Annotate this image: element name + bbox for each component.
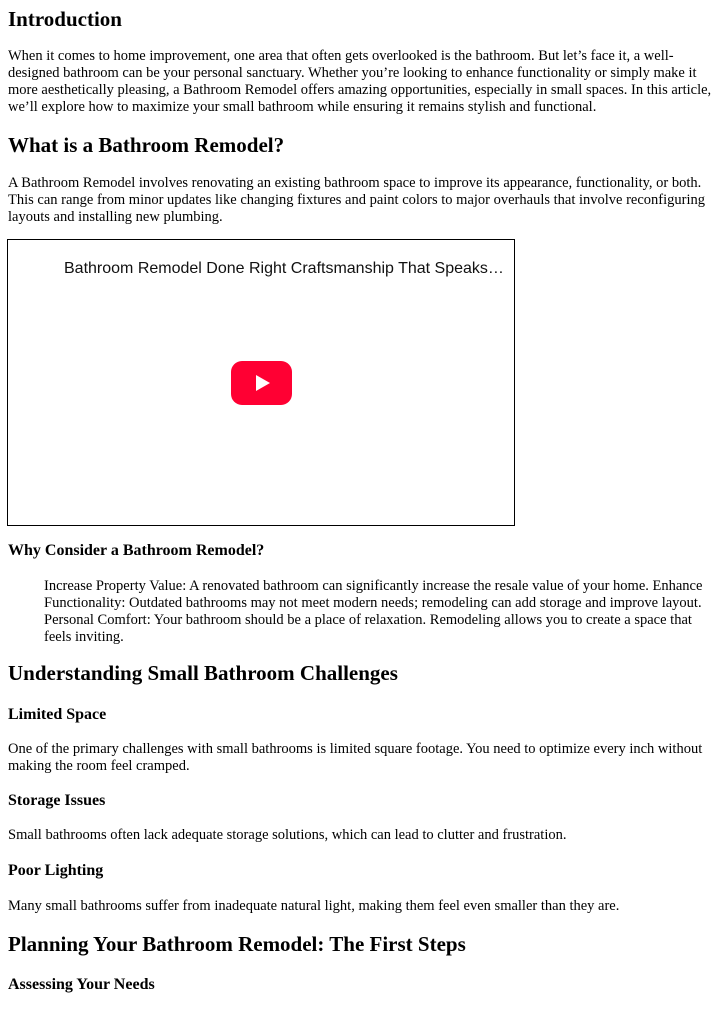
video-embed[interactable] (7, 239, 515, 526)
understanding-heading: Understanding Small Bathroom Challenges (8, 661, 398, 685)
youtube-play-icon[interactable] (231, 361, 292, 405)
video-title[interactable]: Bathroom Remodel Done Right Craftsmanship That Speaks… (64, 260, 504, 277)
what-paragraph: A Bathroom Remodel involves renovating an existing bathroom space to improve its appearance, functionality, or both. This can range from minor updates like changing fixtures and paint colors to major overhauls that involve reconfiguring layouts and installing new plumbing. (8, 175, 706, 225)
poor-lighting-paragraph: Many small bathrooms suffer from inadequate natural light, making them feel even smaller than they are. (8, 898, 620, 914)
what-heading: What is a Bathroom Remodel? (8, 133, 285, 157)
why-paragraph: Increase Property Value: A renovated bathroom can significantly increase the resale value of your home. Enhance Functionality: Outdated bathrooms may not meet modern needs; remodeling can add storage and improve layout. Personal Comfort: Your bathroom should be a place of relaxation. Remodeling allows you to create a space that feels inviting. (44, 578, 703, 645)
storage-issues-heading: Storage Issues (8, 792, 106, 809)
play-triangle-icon (231, 361, 292, 405)
intro-paragraph: When it comes to home improvement, one area that often gets overlooked is the bathroom. But let’s face it, a well-designed bathroom can be your personal sanctuary. Whether you’re looking to enhance functionality or simply make it more aesthetically pleasing, a Bathroom Remodel offers amazing opportunities, especially in small spaces. In this article, we’ll explore how to maximize your small bathroom while ensuring it remains stylish and functional. (8, 48, 712, 115)
storage-issues-paragraph: Small bathrooms often lack adequate storage solutions, which can lead to clutter and frustration. (8, 827, 567, 843)
limited-space-heading: Limited Space (8, 706, 107, 723)
planning-heading: Planning Your Bathroom Remodel: The First Steps (8, 932, 466, 956)
limited-space-paragraph: One of the primary challenges with small bathrooms is limited square footage. You need to optimize every inch without making the room feel cramped. (8, 741, 703, 774)
why-heading: Why Consider a Bathroom Remodel? (8, 542, 265, 559)
intro-heading: Introduction (8, 7, 122, 31)
assessing-needs-heading: Assessing Your Needs (8, 976, 155, 993)
poor-lighting-heading: Poor Lighting (8, 862, 104, 879)
